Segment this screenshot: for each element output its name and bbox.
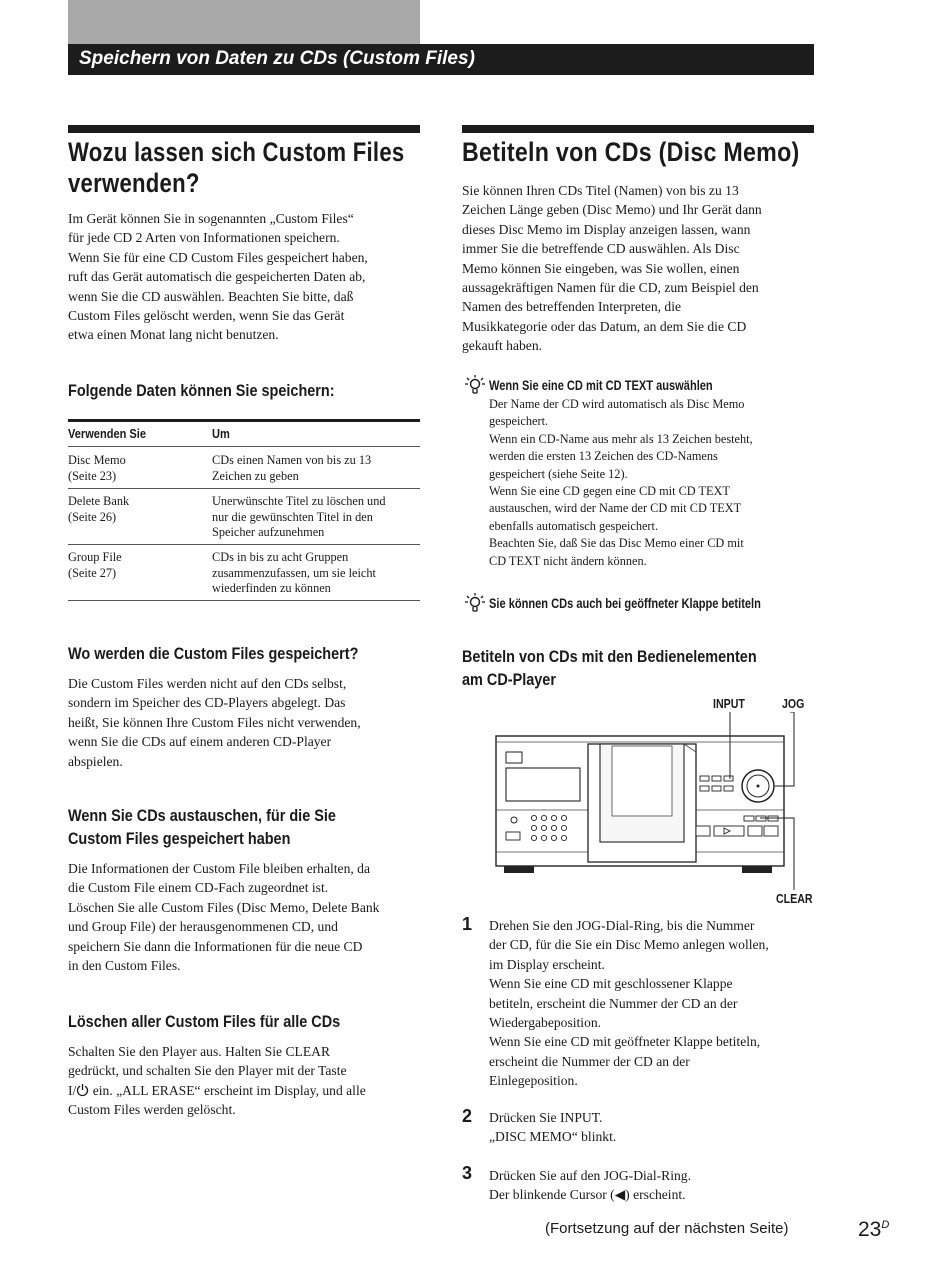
lightbulb-hint-icon	[464, 592, 486, 614]
right-title-rule	[462, 125, 814, 133]
text-line: CD TEXT nicht ändern können.	[489, 553, 647, 568]
table-cell-line: (Seite 27)	[68, 565, 117, 580]
exchange-paragraph	[68, 859, 379, 975]
text-line: dieses Disc Memo im Display anzeigen lassen, wann	[462, 221, 751, 237]
table-row-1-col2	[212, 453, 371, 484]
data-heading: Folgende Daten können Sie speichern:	[68, 381, 335, 400]
text-line: und Group File) der herausgenommenen CD, und	[68, 919, 338, 935]
text-line: wenn Sie die CD auswählen. Beachten Sie bitte, daß	[68, 288, 354, 304]
table-header-rule	[68, 446, 420, 447]
text-line: erscheint die Nummer der CD an der	[489, 1053, 690, 1069]
table-cell-line: Delete Bank	[68, 494, 130, 508]
diagram-label-input: INPUT	[713, 697, 745, 711]
text-line: etwa einen Monat lang nicht benutzen.	[68, 327, 279, 343]
delete-paragraph	[68, 1042, 366, 1120]
text-line: für jede CD 2 Arten von Informationen speichern.	[68, 230, 340, 246]
heading-line: am CD-Player	[462, 670, 556, 689]
step-number-1: 1	[462, 914, 473, 934]
step-number-2: 2	[462, 1106, 473, 1126]
text-line: gedrückt, und schalten Sie den Player mit der Taste	[68, 1063, 347, 1079]
text-line: gespeichert (siehe Seite 12).	[489, 466, 628, 481]
exchange-heading	[68, 804, 336, 850]
left-title-line: Wozu lassen sich Custom Files	[68, 137, 405, 167]
text-line: ruft das Gerät automatisch die gespeicherten Daten ab,	[68, 269, 366, 285]
table-row-2-col1	[68, 494, 129, 525]
text-line: die Custom File einem CD-Fach zugeordnet ist.	[68, 880, 329, 896]
text-line: Der blinkende Cursor (◀) erscheint.	[489, 1187, 686, 1203]
table-cell-line: zusammenzufassen, um sie leicht	[212, 565, 376, 580]
heading-line: Wenn Sie CDs austauschen, für die Sie	[68, 806, 336, 825]
header-gray-tab	[68, 0, 420, 44]
text-line: Wenn Sie für eine CD Custom Files gespeichert haben,	[68, 249, 368, 265]
step-1-text	[489, 916, 769, 1091]
text-line: gekauft haben.	[462, 338, 543, 354]
text-line: Musikkategorie oder das Datum, an dem Sie die CD	[462, 318, 747, 334]
text-line: Zeichen Länge geben (Disc Memo) und Ihr Gerät dann	[462, 202, 762, 218]
table-row-3-col2	[212, 550, 376, 597]
text-line: abspielen.	[68, 753, 123, 769]
table-cell-line: (Seite 23)	[68, 468, 117, 483]
text-line: im Display erscheint.	[489, 956, 605, 972]
left-title-line: verwenden?	[68, 168, 200, 198]
cd-player-illustration	[490, 712, 810, 892]
table-cell-line: Speicher aufzunehmen	[212, 525, 325, 539]
text-line: Sie können Ihren CDs Titel (Namen) von bis zu 13	[462, 183, 739, 198]
step-2-text	[489, 1108, 616, 1147]
table-cell-line: CDs in bis zu acht Gruppen	[212, 550, 349, 564]
text-line: austauschen, wird der Name der CD mit CD TEXT	[489, 501, 742, 516]
text-line: Drücken Sie auf den JOG-Dial-Ring.	[489, 1168, 691, 1183]
section-header-title: Speichern von Daten zu CDs (Custom Files)	[79, 48, 475, 69]
text-line: Wenn Sie eine CD mit geschlossener Klappe	[489, 976, 733, 992]
text-line: Custom Files gelöscht werden, wenn Sie das Gerät	[68, 308, 345, 324]
step-number-3: 3	[462, 1163, 473, 1183]
text-line: „DISC MEMO“ blinkt.	[489, 1129, 617, 1145]
text-line: Wenn ein CD-Name aus mehr als 13 Zeichen besteht,	[489, 431, 753, 446]
text-line: Memo können Sie eingeben, was Sie wollen, einen	[462, 260, 740, 276]
table-row-rule	[68, 488, 420, 489]
diagram-label-clear: CLEAR	[776, 892, 813, 906]
left-title-rule	[68, 125, 420, 133]
page-number-value: 23	[858, 1218, 882, 1241]
step-3-text	[489, 1166, 691, 1205]
text-line: speichern Sie dann die Informationen für die neue CD	[68, 938, 363, 954]
heading-line: Custom Files gespeichert haben	[68, 829, 291, 848]
text-line: betiteln, erscheint die Nummer der CD an der	[489, 995, 738, 1011]
text-line: Custom Files werden gelöscht.	[68, 1102, 236, 1118]
table-cell-line: nur die gewünschten Titel in den	[212, 509, 373, 524]
text-line: Drehen Sie den JOG-Dial-Ring, bis die Nummer	[489, 918, 755, 933]
text-line: aussagekräftigen Namen für die CD, zum Beispiel den	[462, 280, 759, 296]
tip1-paragraph	[489, 396, 753, 570]
power-icon	[76, 1083, 89, 1097]
text-line: heißt, Sie können Ihre Custom Files nicht verwenden,	[68, 714, 361, 730]
text-line: Löschen Sie alle Custom Files (Disc Memo, Delete Bank	[68, 899, 380, 915]
delete-heading: Löschen aller Custom Files für alle CDs	[68, 1012, 341, 1031]
table-cell-line: (Seite 26)	[68, 509, 117, 524]
text-line: Namen des betreffenden Interpreten, die	[462, 299, 682, 315]
text-line: sondern im Speicher des CD-Players abgelegt. Das	[68, 695, 346, 711]
table-cell-line: Disc Memo	[68, 453, 126, 467]
heading-line: Betiteln von CDs mit den Bedienelementen	[462, 647, 757, 666]
text-line: werden die ersten 13 Zeichen des CD-Namens	[489, 449, 718, 464]
table-cell-line: wiederfinden zu können	[212, 581, 331, 595]
left-title	[68, 137, 404, 199]
right-title: Betiteln von CDs (Disc Memo)	[462, 137, 800, 167]
text-line: Drücken Sie INPUT.	[489, 1110, 603, 1125]
text-line: Die Custom Files werden nicht auf den CDs selbst,	[68, 676, 347, 691]
power-key-label: I/	[68, 1082, 77, 1098]
text-line: wenn Sie die CDs auf einem anderen CD-Player	[68, 734, 332, 750]
table-top-rule	[68, 419, 420, 422]
table-cell-line: Unerwünschte Titel zu löschen und	[212, 494, 386, 508]
page-number	[858, 1218, 889, 1242]
text-line: der CD, für die Sie ein Disc Memo anlegen wollen,	[489, 937, 769, 953]
text-line: gespeichert.	[489, 414, 549, 429]
text-line: Wenn Sie eine CD mit geöffneter Klappe betiteln,	[489, 1034, 761, 1050]
text-line: Im Gerät können Sie in sogenannten „Custom Files“	[68, 211, 354, 226]
table-row-3-col1	[68, 550, 122, 581]
text-line: ebenfalls automatisch gespeichert.	[489, 518, 659, 533]
tip2-heading: Sie können CDs auch bei geöffneter Klappe betiteln	[489, 596, 761, 611]
text-line: immer Sie die betreffende CD auswählen. Als Disc	[462, 241, 740, 257]
text-line	[68, 1081, 366, 1100]
text-line: Wenn Sie eine CD gegen eine CD mit CD TEXT	[489, 484, 730, 499]
text-line: Der Name der CD wird automatisch als Disc Memo	[489, 397, 745, 411]
table-cell-line: Zeichen zu geben	[212, 468, 299, 483]
text-line: in den Custom Files.	[68, 958, 181, 974]
table-header-col1: Verwenden Sie	[68, 426, 147, 441]
right-intro-paragraph	[462, 181, 762, 356]
table-row-2-col2	[212, 494, 386, 541]
controls-heading	[462, 645, 757, 691]
text-line: Einlegeposition.	[489, 1073, 578, 1089]
text-line: Schalten Sie den Player aus. Halten Sie CLEAR	[68, 1044, 331, 1059]
diagram-label-jog: JOG	[782, 697, 805, 711]
text-line: Beachten Sie, daß Sie das Disc Memo einer CD mit	[489, 536, 744, 551]
where-heading: Wo werden die Custom Files gespeichert?	[68, 644, 359, 663]
lightbulb-hint-icon	[464, 374, 486, 396]
tip1-heading: Wenn Sie eine CD mit CD TEXT auswählen	[489, 378, 713, 393]
text-line: Die Informationen der Custom File bleiben erhalten, da	[68, 861, 370, 876]
table-row-rule	[68, 544, 420, 545]
table-row-1-col1	[68, 453, 126, 484]
text-line: Wiedergabeposition.	[489, 1015, 602, 1031]
page-number-suffix: D	[881, 1219, 890, 1231]
table-header-col2: Um	[212, 426, 230, 441]
text-span: ein. „ALL ERASE“ erscheint im Display, und alle	[89, 1082, 366, 1098]
left-intro-paragraph	[68, 209, 368, 345]
table-cell-line: CDs einen Namen von bis zu 13	[212, 453, 372, 467]
where-paragraph	[68, 674, 361, 771]
continued-note: (Fortsetzung auf der nächsten Seite)	[545, 1220, 789, 1237]
table-bottom-rule	[68, 600, 420, 601]
table-cell-line: Group File	[68, 550, 122, 564]
